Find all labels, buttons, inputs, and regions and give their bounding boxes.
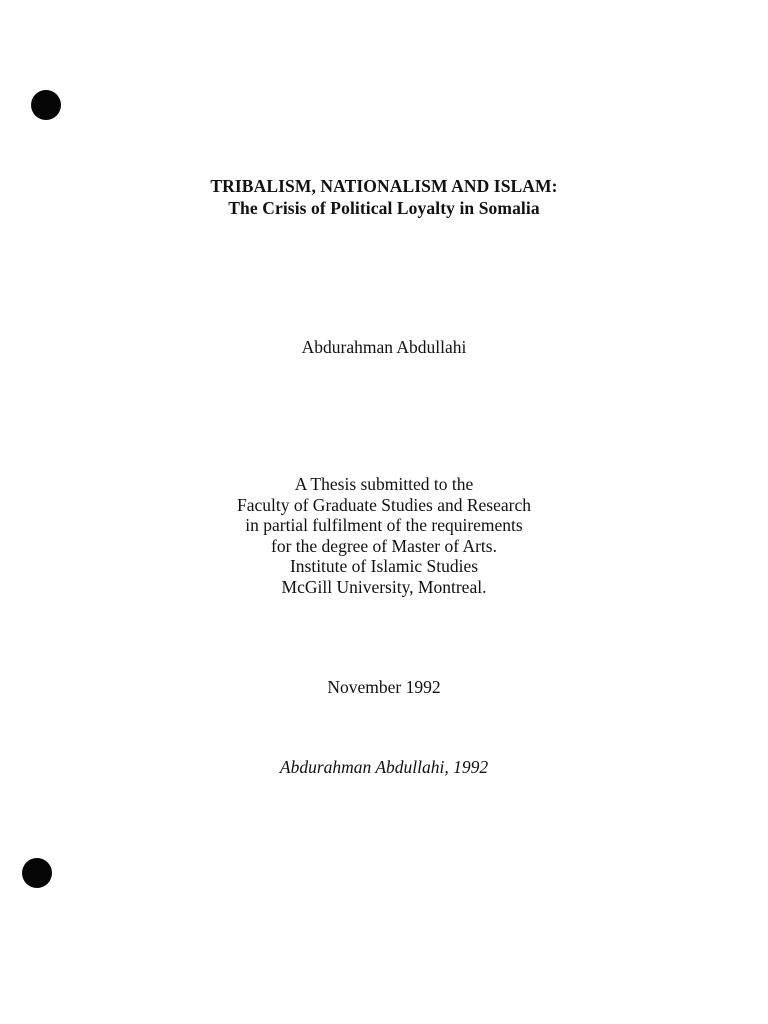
statement-line: in partial fulfilment of the requirements	[245, 515, 523, 535]
title-subtitle: The Crisis of Political Loyalty in Somalia	[228, 198, 540, 218]
statement-line: for the degree of Master of Arts.	[271, 535, 497, 556]
title-main: TRIBALISM, NATIONALISM AND ISLAM:	[210, 176, 558, 196]
submission-statement	[0, 474, 768, 597]
copyright-notice: Abdurahman Abdullahi, 1992	[279, 757, 489, 777]
submission-date: November 1992	[327, 677, 441, 697]
punch-hole-top	[31, 90, 61, 120]
punch-hole-bottom	[22, 858, 52, 888]
author-name: Abdurahman Abdullahi	[301, 337, 467, 357]
statement-line: Faculty of Graduate Studies and Research	[236, 494, 531, 515]
statement-line: A Thesis submitted to the	[294, 474, 474, 494]
statement-line: Institute of Islamic Studies	[289, 556, 479, 576]
statement-line: McGill University, Montreal.	[281, 576, 487, 597]
thesis-title	[0, 175, 768, 219]
